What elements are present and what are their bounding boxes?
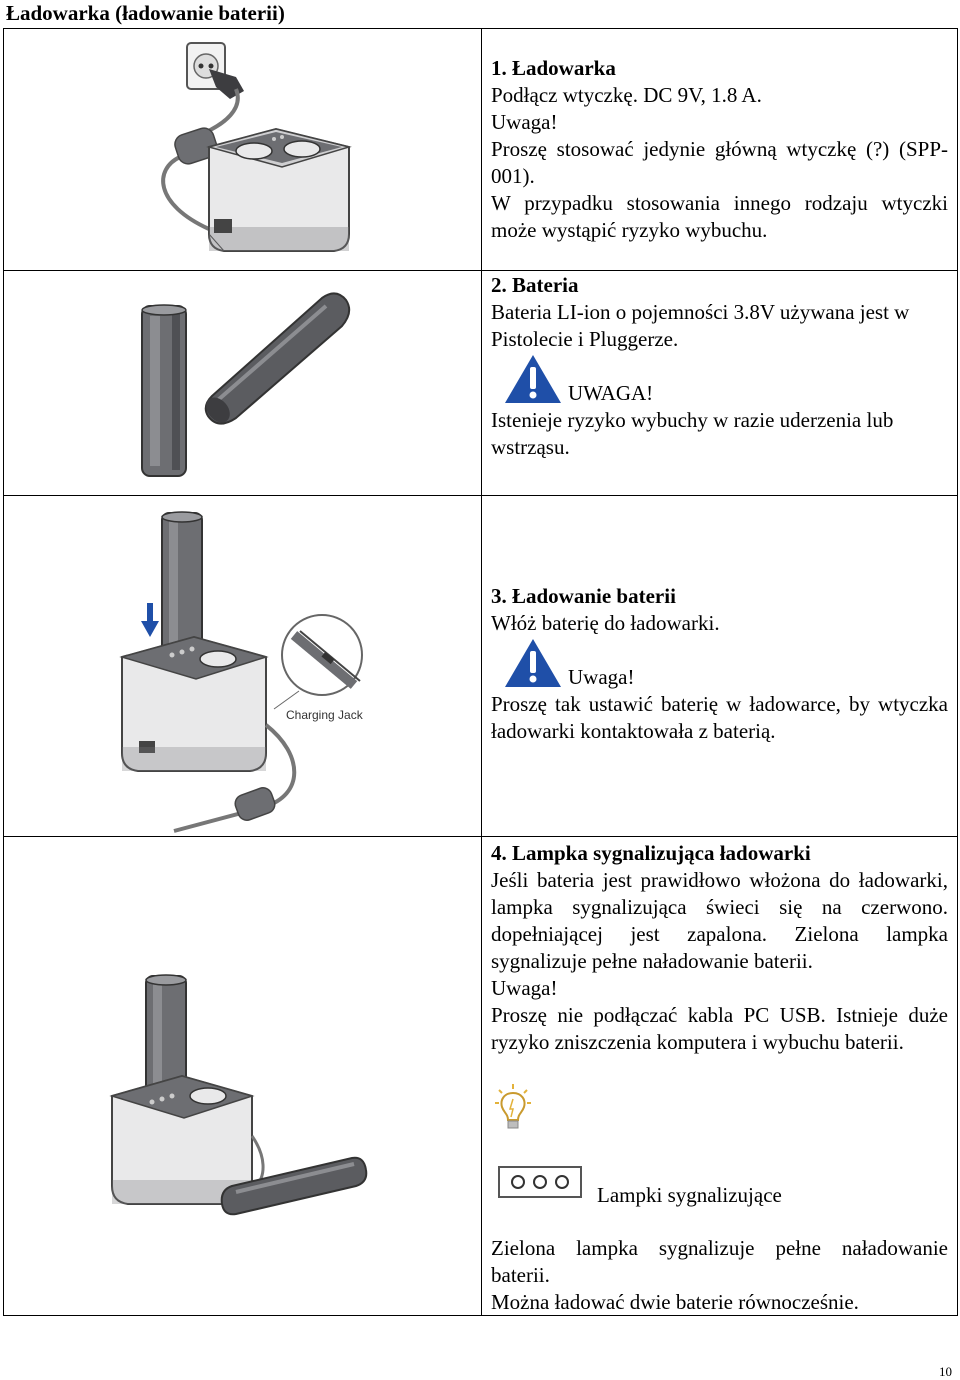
battery-image bbox=[4, 270, 481, 495]
warning-triangle-icon bbox=[503, 637, 563, 689]
indicator-lamps-label: Lampki sygnalizujące bbox=[597, 1183, 782, 1207]
indicator-footer bbox=[491, 1235, 948, 1316]
indicator-image bbox=[4, 836, 481, 1317]
charging-jack-label: Charging Jack bbox=[286, 708, 363, 722]
column-divider bbox=[481, 29, 482, 1315]
indicator-text bbox=[491, 840, 948, 1056]
charging-heading: 3. Ładowanie baterii bbox=[491, 584, 676, 608]
charging-warning-text: Proszę tak ustawić baterię w ładowarce, by wtyczka ładowarki kontaktowała z baterią. bbox=[491, 692, 948, 743]
battery-warning bbox=[491, 353, 948, 407]
indicator-note: Uwaga! bbox=[491, 976, 558, 1000]
charging-text bbox=[491, 583, 948, 745]
charger-body-b: W przypadku stosowania innego rodzaju wtyczki może wystąpić ryzyko wybuchu. bbox=[491, 191, 948, 242]
battery-body: Bateria LI-ion o pojemności 3.8V używana jest w Pistolecie i Pluggerze. bbox=[491, 300, 910, 351]
charger-heading: 1. Ładowarka bbox=[491, 56, 616, 80]
battery-warning-label: UWAGA! bbox=[568, 381, 654, 405]
lightbulb-icon bbox=[493, 1083, 533, 1133]
indicator-lamps-icon bbox=[498, 1166, 582, 1198]
charging-warning-label: Uwaga! bbox=[568, 665, 635, 689]
charging-image bbox=[4, 495, 481, 836]
charger-note: Uwaga! bbox=[491, 110, 558, 134]
indicator-heading: 4. Lampka sygnalizująca ładowarki bbox=[491, 841, 811, 865]
page-number: 10 bbox=[939, 1364, 952, 1379]
battery-text bbox=[491, 272, 948, 461]
battery-heading: 2. Bateria bbox=[491, 273, 579, 297]
charging-line1: Włóż baterię do ładowarki. bbox=[491, 611, 720, 635]
indicator-footer-b: Można ładować dwie baterie równocześnie. bbox=[491, 1290, 859, 1314]
indicator-footer-a: Zielona lampka sygnalizuje pełne naładowanie baterii. bbox=[491, 1236, 948, 1287]
charger-image bbox=[4, 29, 481, 270]
manual-table bbox=[3, 28, 958, 1316]
warning-triangle-icon bbox=[503, 353, 563, 405]
indicator-lamps-caption bbox=[597, 1182, 937, 1209]
charger-text bbox=[491, 55, 948, 244]
charger-body-a: Proszę stosować jedynie główną wtyczkę (?) (SPP-001). bbox=[491, 137, 948, 188]
indicator-note-text: Proszę nie podłączać kabla PC USB. Istnieje duże ryzyko zniszczenia komputera i wybuchu baterii. bbox=[491, 1003, 948, 1054]
page-title: Ładowarka (ładowanie baterii) bbox=[6, 1, 285, 25]
indicator-body: Jeśli bateria jest prawidłowo włożona do ładowarki, lampka sygnalizująca świeci się na czerwono. dopełniającej jest zapalona. Zielona lampka sygnalizuje pełne naładowanie baterii. bbox=[491, 868, 948, 973]
charger-spec: Podłącz wtyczkę. DC 9V, 1.8 A. bbox=[491, 83, 762, 107]
charging-warning bbox=[491, 637, 948, 691]
battery-warning-text: Istenieje ryzyko wybuchy w razie uderzenia lub wstrząsu. bbox=[491, 408, 894, 459]
